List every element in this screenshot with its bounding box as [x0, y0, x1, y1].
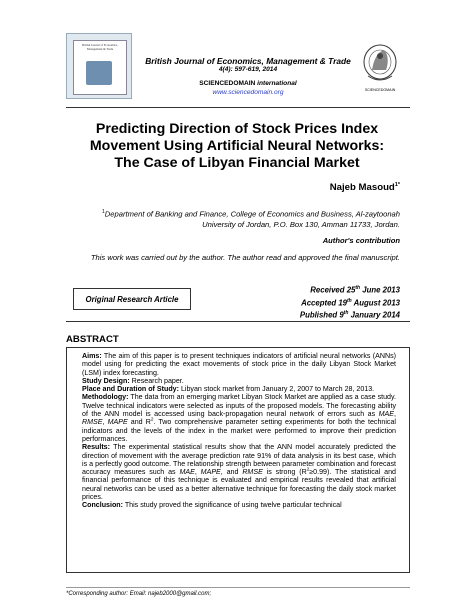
- article-type-box: [73, 288, 191, 310]
- journal-name: British Journal of Economics, Management & Trade: [145, 56, 351, 66]
- received-sup: th: [355, 285, 361, 291]
- published-date: [240, 308, 400, 321]
- abstract-methodology: [82, 393, 396, 443]
- results-and: , and: [220, 468, 243, 477]
- design-text: Research paper.: [129, 376, 184, 385]
- methodology-text-1: The data from an emerging market Libyan Stock Market are applied as a case study. Twelve technical indicators were selected as inputs of the proposed models. The forecasting ability of the ANN model is accessed using back-propagation neural network of errors such as: [82, 393, 396, 419]
- methodology-text-2: . Two comprehensive parameter setting experiments for both the technical indicators and the levels of the index in the market were performed to improve their prediction performances.: [82, 418, 397, 443]
- paper-title: [80, 121, 394, 172]
- methodology-rmse: RMSE: [82, 418, 103, 427]
- results-label: Results:: [82, 443, 110, 452]
- abstract-place: [82, 385, 396, 393]
- title-line-3: The Case of Libyan Financial Market: [114, 155, 360, 171]
- results-text-1: The experimental statistical results show that the ANN model accurately predicted the direction of movement with the average prediction rate 91% of data analysis in its best case, which is a perfectly good outcome. The relationship strength between parameter combination and forecast accuracy measures such as: [82, 443, 396, 477]
- affiliation-text-1: Department of Banking and Finance, College of Economics and Business, Al-zaytoonah: [104, 209, 400, 219]
- title-line-1: Predicting Direction of Stock Prices Index: [95, 121, 379, 137]
- methodology-and: and R: [127, 418, 151, 427]
- article-dates: [240, 283, 400, 321]
- accepted-month: August 2013: [351, 298, 400, 308]
- results-text-2: is strong (R: [262, 468, 307, 477]
- published-text: Published 9: [299, 310, 344, 320]
- received-date: [240, 283, 400, 296]
- methodology-mae: MAE: [378, 410, 395, 419]
- author-superscript: 1*: [394, 182, 400, 188]
- place-text: Libyan stock market from January 2, 2007 to March 28, 2013.: [178, 385, 375, 394]
- received-text: Received 25: [310, 285, 356, 295]
- contribution-heading: Author's contribution: [322, 236, 400, 245]
- abstract-aims: [82, 352, 396, 377]
- abstract-box: [66, 347, 410, 573]
- aims-text: The aim of this paper is to present techniques indicators of artificial neural networks (ANNs) model using for predicting the exact movements of stock price in the daily Libyan Stock Market (LSM) index forecasting.: [82, 352, 396, 377]
- author-name: [200, 182, 400, 193]
- footnote-divider: [66, 587, 410, 588]
- results-r2-sup: 2: [306, 466, 310, 472]
- publisher-suffix: international: [257, 80, 297, 87]
- publisher-website-link[interactable]: www.sciencedomain.org: [212, 89, 284, 96]
- results-mape: MAPE: [200, 468, 221, 477]
- methodology-sep-1: ,: [394, 410, 396, 419]
- logo-label: SCIENCEDOMAIN: [364, 88, 396, 92]
- published-sup: th: [343, 310, 349, 317]
- methodology-r2-sup: 2: [150, 417, 154, 423]
- publisher-name: [140, 80, 356, 88]
- article-type-label: Original Research Article: [85, 294, 179, 304]
- results-rmse: RMSE: [242, 468, 263, 477]
- methodology-sep-2: ,: [102, 418, 108, 427]
- abstract-body: [82, 352, 396, 510]
- accepted-sup: th: [347, 297, 352, 304]
- published-month: January 2014: [348, 310, 400, 320]
- methodology-mape: MAPE: [107, 418, 128, 427]
- abstract-design: [82, 377, 396, 385]
- results-text-3: ≥0.99). The statistical and financial performance of this technique is evaluated and empirical results revealed that artificial neural networks can be used as a better alternative technique for forecasting the daily stock market prices.: [82, 468, 396, 502]
- affiliation-line-2: University of Jordan, P.O. Box 130, Amman 11733, Jordan.: [202, 219, 400, 229]
- cover-page: [73, 40, 127, 95]
- design-label: Study Design:: [82, 376, 130, 385]
- publisher-main: SCIENCEDOMAIN: [199, 80, 256, 87]
- author-text: Najeb Masoud: [329, 182, 395, 194]
- journal-cover-image: [66, 33, 132, 99]
- conclusion-label: Conclusion:: [82, 501, 123, 510]
- accepted-text: Accepted 19: [301, 298, 348, 308]
- journal-volume: 4(4): 597-619, 2014: [218, 66, 278, 73]
- received-month: June 2013: [360, 285, 400, 295]
- accepted-date: [240, 296, 400, 309]
- abstract-conclusion: [82, 501, 396, 509]
- abstract-heading: ABSTRACT: [66, 334, 119, 345]
- affiliation-superscript: 1: [102, 209, 105, 215]
- abstract-results: [82, 443, 396, 501]
- aims-label: Aims:: [82, 352, 102, 360]
- results-mae: MAE: [179, 468, 195, 477]
- corresponding-author-note: *Corresponding author: Email: najeb2000@gmail.com;: [66, 591, 212, 597]
- place-label: Place and Duration of Study:: [82, 385, 179, 394]
- results-sep-1: ,: [194, 468, 201, 477]
- title-line-2: Movement Using Artificial Neural Networks:: [89, 138, 385, 154]
- methodology-label: Methodology:: [82, 393, 129, 402]
- header-divider: [66, 107, 410, 108]
- abstract-divider: [66, 321, 410, 322]
- author-affiliation: [80, 207, 400, 230]
- conclusion-text: This study proved the significance of using twelve particular technical: [122, 501, 342, 510]
- affiliation-line-1: [80, 207, 400, 220]
- cover-title: British Journal of Economics, Management & Trade: [82, 43, 118, 51]
- contribution-text: This work was carried out by the author. The author read and approved the final manuscript.: [90, 253, 400, 262]
- cover-illustration: [86, 61, 112, 85]
